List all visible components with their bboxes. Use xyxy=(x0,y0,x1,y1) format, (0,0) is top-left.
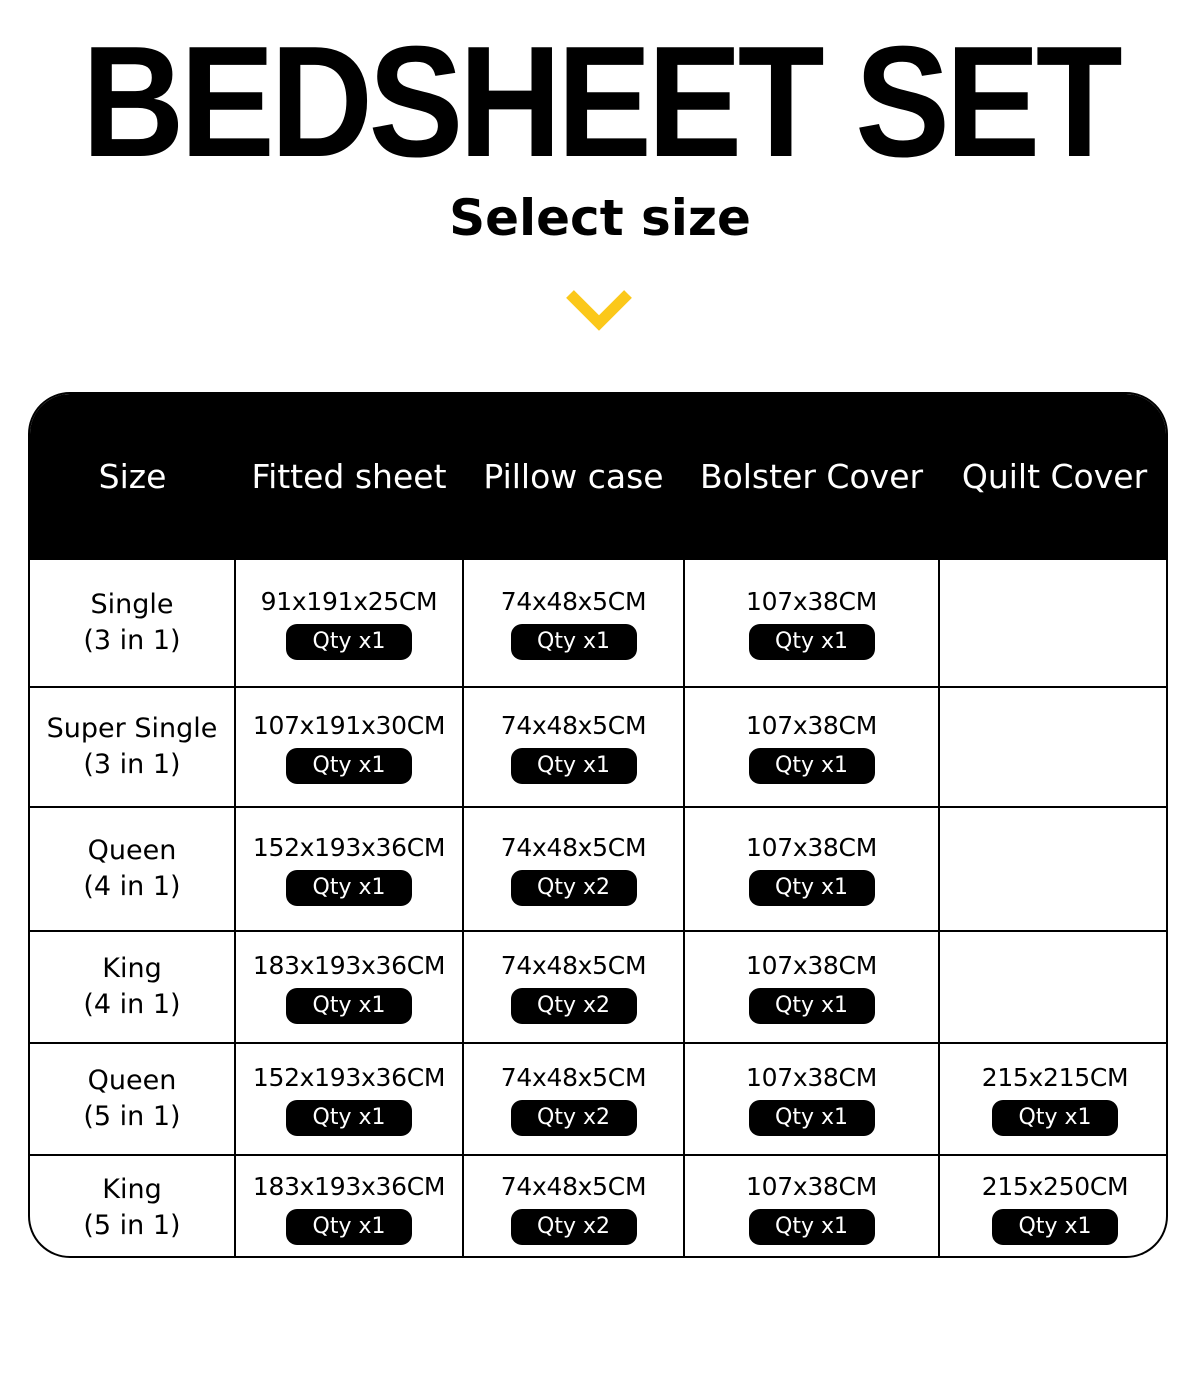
quilt-qty-badge: Qty x1 xyxy=(992,1209,1118,1245)
bolster-qty-badge: Qty x1 xyxy=(749,988,875,1024)
pillow-dimension: 74x48x5CM xyxy=(500,1063,647,1092)
bolster-dimension: 107x38CM xyxy=(746,587,877,616)
table-row xyxy=(30,687,1168,807)
quilt-cell xyxy=(939,687,1168,807)
size-name: Super Single xyxy=(46,713,218,744)
bolster-cell xyxy=(684,1043,939,1155)
chevron-down-icon xyxy=(564,286,634,336)
bolster-dimension: 107x38CM xyxy=(746,951,877,980)
fitted-qty-badge: Qty x1 xyxy=(286,1100,412,1136)
fitted-dimension: 107x191x30CM xyxy=(252,711,446,740)
bolster-cell xyxy=(684,559,939,687)
quilt-cell xyxy=(939,807,1168,931)
size-cell xyxy=(30,559,235,687)
size-name: Queen xyxy=(87,1065,177,1096)
pillow-dimension: 74x48x5CM xyxy=(500,587,647,616)
table-row xyxy=(30,1043,1168,1155)
pillow-qty-badge: Qty x2 xyxy=(511,870,637,906)
page-subtitle: Select size xyxy=(449,189,751,247)
fitted-cell xyxy=(235,931,463,1043)
pillow-qty-badge: Qty x2 xyxy=(511,1209,637,1245)
bolster-qty-badge: Qty x1 xyxy=(749,624,875,660)
bolster-qty-badge: Qty x1 xyxy=(749,1209,875,1245)
fitted-cell xyxy=(235,1043,463,1155)
bolster-cell xyxy=(684,1155,939,1258)
bolster-dimension: 107x38CM xyxy=(746,1171,877,1201)
fitted-cell xyxy=(235,1155,463,1258)
size-name: King xyxy=(102,1173,162,1205)
quilt-dimension: 215x215CM xyxy=(981,1063,1129,1092)
pillow-dimension: 74x48x5CM xyxy=(500,951,647,980)
pillow-cell xyxy=(463,807,684,931)
size-table xyxy=(28,392,1168,1258)
pillow-qty-badge: Qty x1 xyxy=(511,624,637,660)
size-pieces: (5 in 1) xyxy=(83,1209,181,1241)
fitted-qty-badge: Qty x1 xyxy=(286,870,412,906)
bolster-dimension: 107x38CM xyxy=(746,833,877,862)
quilt-cell xyxy=(939,1155,1168,1258)
size-name: King xyxy=(102,953,162,984)
pillow-qty-badge: Qty x2 xyxy=(511,1100,637,1136)
bolster-qty-badge: Qty x1 xyxy=(749,870,875,906)
bolster-cell xyxy=(684,931,939,1043)
size-name: Single xyxy=(90,589,174,620)
table-row xyxy=(30,931,1168,1043)
pillow-cell xyxy=(463,1155,684,1258)
quilt-cell xyxy=(939,931,1168,1043)
pillow-dimension: 74x48x5CM xyxy=(500,711,647,740)
fitted-cell xyxy=(235,807,463,931)
size-cell xyxy=(30,1043,235,1155)
header-quilt-cover: Quilt Cover xyxy=(939,394,1168,559)
size-name: Queen xyxy=(87,835,177,866)
size-pieces: (5 in 1) xyxy=(83,1101,181,1132)
quilt-cell xyxy=(939,1043,1168,1155)
pillow-qty-badge: Qty x1 xyxy=(511,748,637,784)
fitted-dimension: 183x193x36CM xyxy=(252,951,446,980)
size-pieces: (3 in 1) xyxy=(83,749,181,780)
bolster-dimension: 107x38CM xyxy=(746,711,877,740)
size-pieces: (4 in 1) xyxy=(83,871,181,902)
fitted-dimension: 183x193x36CM xyxy=(252,1171,446,1201)
fitted-qty-badge: Qty x1 xyxy=(286,624,412,660)
fitted-qty-badge: Qty x1 xyxy=(286,1209,412,1245)
bolster-dimension: 107x38CM xyxy=(746,1063,877,1092)
bolster-cell xyxy=(684,687,939,807)
pillow-qty-badge: Qty x2 xyxy=(511,988,637,1024)
page-title: BEDSHEET SET xyxy=(81,14,1119,190)
quilt-cell xyxy=(939,559,1168,687)
pillow-cell xyxy=(463,1043,684,1155)
quilt-dimension: 215x250CM xyxy=(981,1171,1129,1201)
fitted-dimension: 91x191x25CM xyxy=(260,587,438,616)
table-row xyxy=(30,807,1168,931)
header-bolster-cover: Bolster Cover xyxy=(684,394,939,559)
size-cell xyxy=(30,1155,235,1258)
bolster-cell xyxy=(684,807,939,931)
header-size: Size xyxy=(30,394,235,559)
pillow-dimension: 74x48x5CM xyxy=(500,1171,647,1201)
size-pieces: (3 in 1) xyxy=(83,625,181,656)
size-cell xyxy=(30,687,235,807)
fitted-cell xyxy=(235,687,463,807)
fitted-qty-badge: Qty x1 xyxy=(286,748,412,784)
table-row xyxy=(30,1155,1168,1258)
fitted-qty-badge: Qty x1 xyxy=(286,988,412,1024)
header-pillow-case: Pillow case xyxy=(463,394,684,559)
fitted-cell xyxy=(235,559,463,687)
pillow-cell xyxy=(463,559,684,687)
bolster-qty-badge: Qty x1 xyxy=(749,748,875,784)
size-cell xyxy=(30,931,235,1043)
pillow-cell xyxy=(463,931,684,1043)
quilt-qty-badge: Qty x1 xyxy=(992,1100,1118,1136)
pillow-cell xyxy=(463,687,684,807)
size-cell xyxy=(30,807,235,931)
fitted-dimension: 152x193x36CM xyxy=(252,833,446,862)
table-header-row xyxy=(30,394,1168,559)
size-pieces: (4 in 1) xyxy=(83,989,181,1020)
table-row xyxy=(30,559,1168,687)
header-fitted-sheet: Fitted sheet xyxy=(235,394,463,559)
fitted-dimension: 152x193x36CM xyxy=(252,1063,446,1092)
pillow-dimension: 74x48x5CM xyxy=(500,833,647,862)
bolster-qty-badge: Qty x1 xyxy=(749,1100,875,1136)
